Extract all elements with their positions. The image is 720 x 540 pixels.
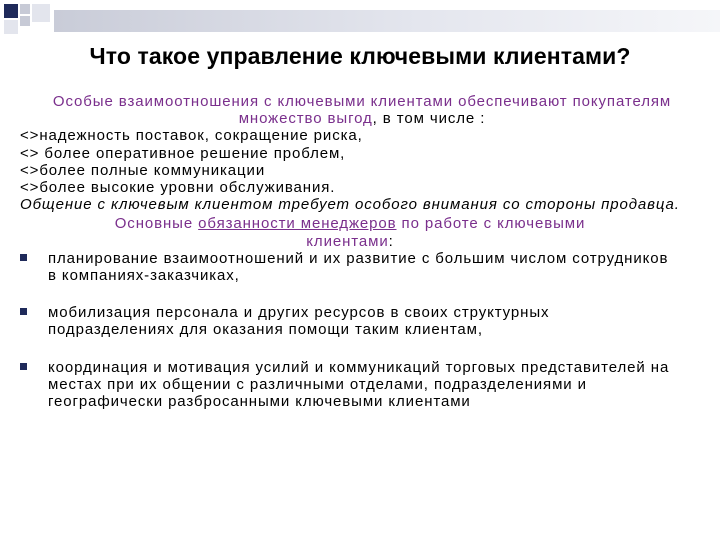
list-item bbox=[20, 359, 680, 411]
list-item bbox=[20, 304, 680, 338]
duty-text: планирование взаимоотношений и их развитие с большим числом сотрудников в компаниях-заказчиках, bbox=[48, 249, 669, 285]
duty-text: мобилизация персонала и других ресурсов в своих структурных подразделениях для оказания помощи таким клиентам, bbox=[48, 304, 550, 339]
duties-heading-post: по работе с ключевыми клиентами bbox=[306, 215, 586, 250]
duties-heading-pre: Основные bbox=[114, 215, 199, 233]
intro-highlight: Особые взаимоотношения с ключевыми клиентами обеспечивают покупателям множество выгод bbox=[52, 93, 672, 128]
note-paragraph: Общение с ключевым клиентом требует особого внимания со стороны продавца. bbox=[20, 196, 680, 214]
benefit-item: <>более высокие уровни обслуживания. bbox=[20, 179, 336, 197]
slide-title: Что такое управление ключевыми клиентами? bbox=[89, 43, 631, 69]
duties-heading-colon: : bbox=[388, 232, 394, 250]
decor-square bbox=[20, 4, 30, 14]
bullet-square-icon bbox=[20, 254, 27, 261]
slide-body bbox=[20, 93, 680, 410]
decor-square bbox=[32, 4, 50, 22]
bullet-square-icon bbox=[20, 363, 27, 370]
decor-square bbox=[4, 20, 18, 34]
list-item bbox=[20, 250, 680, 284]
decor-square bbox=[20, 16, 30, 26]
intro-tail: , в том числе : bbox=[372, 110, 486, 128]
benefit-item: <> более оперативное решение проблем, bbox=[20, 144, 346, 162]
header-band bbox=[54, 10, 720, 32]
decor-square bbox=[4, 4, 18, 18]
duty-text: координация и мотивация усилий и коммуникаций торговых представителей на местах при их общении с различными отделами, подразделениями и географически разбросанными ключевыми клиентами bbox=[48, 358, 670, 411]
benefit-item: <>более полные коммуникации bbox=[20, 161, 266, 179]
benefit-item: <>надежность поставок, сокращение риска, bbox=[20, 127, 363, 145]
duties-heading bbox=[70, 215, 630, 249]
duties-heading-link[interactable]: обязанности менеджеров bbox=[198, 215, 397, 233]
bullet-square-icon bbox=[20, 308, 27, 315]
intro-paragraph bbox=[20, 93, 680, 127]
